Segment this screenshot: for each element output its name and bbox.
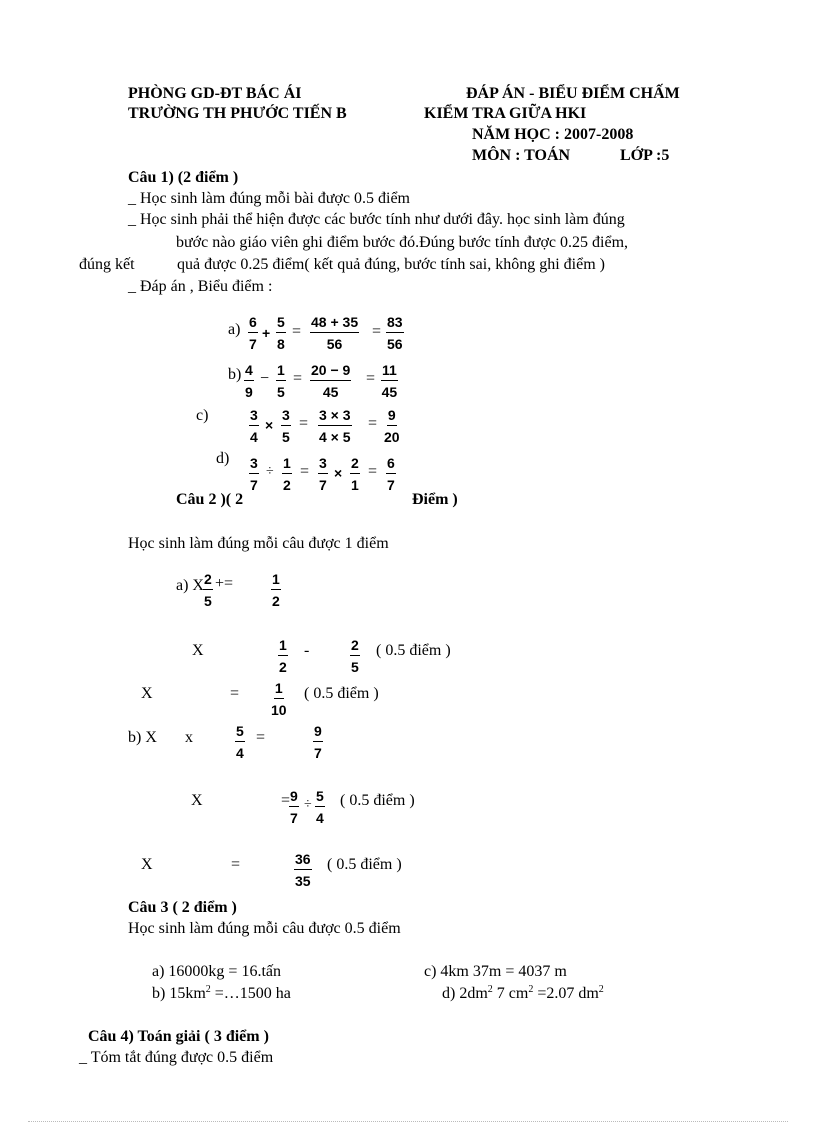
equals: = [300, 463, 310, 480]
points-note: ( 0.5 điểm ) [327, 856, 402, 873]
operator: + [262, 325, 271, 341]
subject: MÔN : TOÁN [472, 147, 571, 164]
fraction: $\frac{36}{35}$ [295, 851, 311, 889]
fraction: $\frac{1}{2}$ [283, 455, 291, 493]
fraction: $\frac{1}{2}$ [272, 571, 280, 609]
fraction: $\frac{4}{9}$ [245, 362, 253, 400]
q1-rule-2: _ Học sinh phải thể hiện được các bước tính như dưới đây. học sinh làm đúng [128, 211, 625, 228]
q2-intro: Học sinh làm đúng mỗi câu được 1 điểm [128, 535, 389, 552]
q3-intro: Học sinh làm đúng mỗi câu được 0.5 điểm [128, 920, 401, 937]
fraction: $\frac{2}{5}$ [204, 571, 212, 609]
equals: = [293, 370, 303, 387]
school-name: TRƯỜNG TH PHƯỚC TIẾN B [128, 105, 347, 122]
q2-title: Câu 2 )( 2 [176, 491, 244, 508]
points-note: ( 0.5 điểm ) [376, 642, 451, 659]
q1b-label: b) [228, 366, 242, 383]
fraction: $\frac{48 + 35}{56}$ [311, 314, 359, 352]
q3d: d) $2dm^2$ 7 $cm^2 =2.07$ $dm^2$ [442, 984, 604, 1002]
fraction: $\frac{5}{4}$ [316, 788, 324, 826]
q2a-step1-x: X [192, 642, 204, 659]
q2b-step2-x: X [141, 856, 153, 873]
equals: = [366, 370, 376, 387]
equals: = [292, 323, 302, 340]
q4-title: Câu 4) Toán giải ( 3 điểm ) [88, 1028, 269, 1045]
page-bottom-border [28, 1121, 788, 1122]
operator: × [334, 465, 343, 481]
exam-name: KIỂM TRA GIỮA HKI [424, 105, 587, 122]
fraction: $\frac{83}{56}$ [387, 314, 403, 352]
minus: - [304, 642, 310, 659]
q3-title: Câu 3 ( 2 điểm ) [128, 899, 237, 916]
fraction: $\frac{3}{4}$ [250, 407, 258, 445]
q3c: c) 4km 37m = 4037 m [424, 963, 567, 980]
fraction: $\frac{6}{7}$ [387, 455, 395, 493]
q2b-label: b) X [128, 729, 157, 746]
equals: = [231, 856, 241, 873]
q3b: b) $15km^2$ =…1500 ha [152, 984, 291, 1002]
fraction: $\frac{9}{7}$ [290, 788, 298, 826]
fraction: $\frac{1}{5}$ [277, 362, 285, 400]
school-year: NĂM HỌC : 2007-2008 [472, 126, 634, 143]
q1-rule-1: _ Học sinh làm đúng mỗi bài được 0.5 điểm [128, 190, 410, 207]
q1-rule-4a: đúng kết [79, 256, 135, 273]
q3a: a) 16000kg = 16.tấn [152, 963, 281, 980]
q2b-step1-x: X [191, 792, 203, 809]
fraction: $\frac{5}{8}$ [277, 314, 285, 352]
fraction: $\frac{3}{5}$ [282, 407, 290, 445]
fraction: $\frac{2}{5}$ [351, 637, 359, 675]
times: x [185, 729, 193, 746]
q2a-step2-x: X [141, 685, 153, 702]
operator: × [265, 417, 274, 433]
equals: = [299, 415, 309, 432]
fraction: $\frac{3 \times 3}{4 \times 5}$ [319, 407, 351, 445]
points-note: ( 0.5 điểm ) [304, 685, 379, 702]
q2-title-points: Điểm ) [412, 491, 458, 508]
operator: ÷ [266, 464, 274, 479]
equals: = [281, 792, 291, 809]
equals: = [230, 685, 240, 702]
divide: ÷ [304, 797, 312, 812]
fraction: $\frac{11}{45}$ [381, 362, 398, 400]
fraction: $\frac{5}{4}$ [236, 723, 244, 761]
equals: = [372, 323, 382, 340]
grade: LỚP :5 [620, 147, 670, 164]
fraction: $\frac{6}{7}$ [249, 314, 257, 352]
fraction: $\frac{2}{1}$ [351, 455, 359, 493]
q1d-label: d) [216, 450, 230, 467]
equals: = [256, 729, 266, 746]
doc-title: ĐÁP ÁN - BIỂU ĐIỂM CHẤM [466, 85, 680, 102]
operator: − [260, 370, 270, 387]
q4-rule-1: _ Tóm tắt đúng được 0.5 điểm [79, 1049, 274, 1066]
fraction: $\frac{3}{7}$ [319, 455, 327, 493]
q1a-label: a) [228, 321, 241, 338]
fraction: $\frac{1}{10}$ [271, 680, 287, 718]
points-note: ( 0.5 điểm ) [340, 792, 415, 809]
q1-rule-4b: quả được 0.25 điểm( kết quả đúng, bước tính sai, không ghi điểm ) [177, 256, 605, 273]
q2a-operator: += [215, 575, 234, 592]
q1c-label: c) [196, 407, 209, 424]
school-office: PHÒNG GD-ĐT BÁC ÁI [128, 85, 302, 102]
equals: = [368, 463, 378, 480]
fraction: $\frac{9}{20}$ [384, 407, 400, 445]
fraction: $\frac{1}{2}$ [279, 637, 287, 675]
equals: = [368, 415, 378, 432]
fraction: $\frac{20 - 9}{45}$ [311, 362, 351, 400]
q1-rule-3: bước nào giáo viên ghi điểm bước đó.Đúng bước tính được 0.25 điểm, [176, 234, 629, 251]
q1-title: Câu 1) (2 điểm ) [128, 169, 239, 186]
fraction: $\frac{3}{7}$ [250, 455, 258, 493]
fraction: $\frac{9}{7}$ [314, 723, 322, 761]
q2a-label: a) X [176, 577, 204, 594]
q1-answer-heading: _ Đáp án , Biểu điểm : [128, 278, 273, 295]
